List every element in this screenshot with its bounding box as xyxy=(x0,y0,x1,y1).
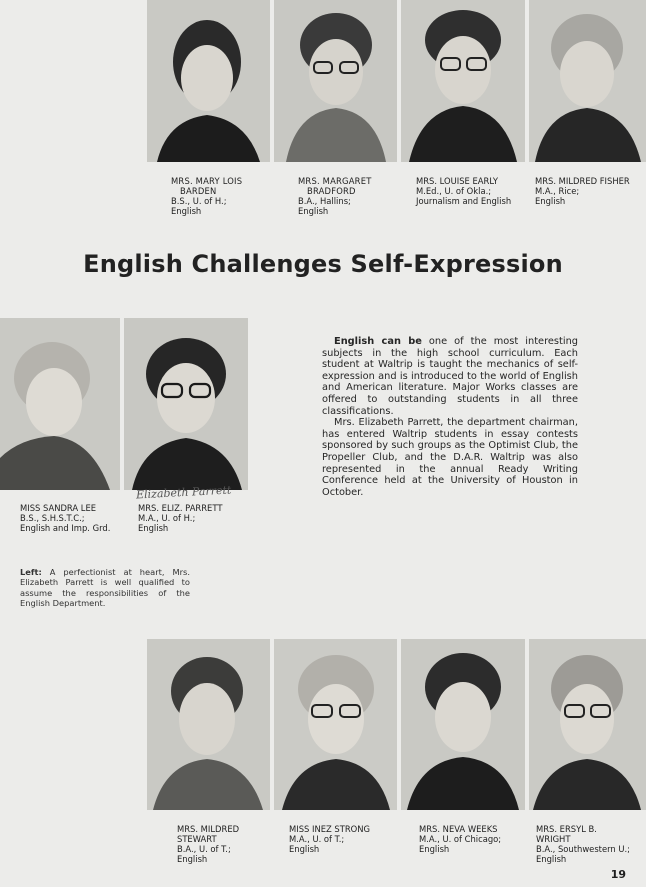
portrait-photo xyxy=(147,639,270,810)
lead-in: English can be xyxy=(334,336,422,347)
teacher-name: BARDEN xyxy=(180,186,217,196)
teacher-degree: B.A., Southwestern U.; xyxy=(536,844,630,854)
teacher-degree: B.A., Hallins; xyxy=(298,196,351,206)
teacher-subject: English xyxy=(138,523,169,533)
teacher-name: MRS. MARY LOIS xyxy=(171,176,243,186)
teacher-degree: B.S., U. of H.; xyxy=(171,196,227,206)
teacher-subject: English xyxy=(177,854,208,864)
teacher-degree: M.Ed., U. of Okla.; xyxy=(416,186,492,196)
teacher-name: MRS. ERSYL B. xyxy=(536,824,597,834)
portrait-photo xyxy=(124,318,248,490)
portrait-woman-gray-hair-icon xyxy=(529,0,646,162)
portrait-photo xyxy=(401,639,525,810)
portrait-photo xyxy=(147,0,270,162)
photo-caption-note: Left: A perfectionist at heart, Mrs. Elizabeth Parrett is well qualified to assume the responsibilities of the English Department. xyxy=(20,567,190,609)
teacher-name: BRADFORD xyxy=(307,186,356,196)
teacher-subject: English xyxy=(419,844,450,854)
teacher-degree: M.A., U. of H.; xyxy=(138,513,196,523)
teacher-subject: English xyxy=(171,206,202,216)
portrait-woman-smiling-icon xyxy=(0,318,120,490)
teacher-name: MISS SANDRA LEE xyxy=(20,503,97,513)
faculty-caption xyxy=(419,824,529,854)
caption-lead: Left: xyxy=(20,567,42,577)
teacher-name: MRS. MILDRED xyxy=(177,824,240,834)
portrait-photo xyxy=(529,639,646,810)
article-paragraph: English can be one of the most interesting subjects in the high school curriculum. Each student at Waltrip is taught the mechanics of self-expression and is introduced to the world of English and American literature. Major Works classes are offered to outstanding students in all three classifications. xyxy=(322,336,578,417)
portrait-woman-glasses-icon xyxy=(401,0,525,162)
teacher-subject: English xyxy=(298,206,329,216)
page-number: 19 xyxy=(610,868,626,881)
faculty-caption xyxy=(298,176,408,216)
portrait-photo xyxy=(401,0,525,162)
portrait-woman-dark-hair-icon xyxy=(401,639,525,810)
faculty-caption xyxy=(289,824,399,854)
portrait-photo xyxy=(274,639,397,810)
teacher-degree: B.A., U. of T.; xyxy=(177,844,231,854)
teacher-name: MRS. ELIZ. PARRETT xyxy=(138,503,223,513)
teacher-name: MRS. LOUISE EARLY xyxy=(416,176,499,186)
faculty-caption xyxy=(20,503,130,533)
teacher-subject: English and Imp. Grd. xyxy=(20,523,111,533)
teacher-degree: M.A., U. of T.; xyxy=(289,834,345,844)
portrait-photo xyxy=(529,0,646,162)
portrait-woman-dark-hair-icon xyxy=(147,639,270,810)
handwritten-signature: Elizabeth Parrett xyxy=(135,483,232,502)
portrait-photo xyxy=(274,0,397,162)
teacher-name: MISS INEZ STRONG xyxy=(289,824,371,834)
article-body xyxy=(322,336,578,498)
portrait-woman-glasses-icon xyxy=(124,318,248,490)
faculty-caption xyxy=(535,176,645,206)
faculty-caption xyxy=(177,824,287,864)
teacher-name: STEWART xyxy=(177,834,217,844)
portrait-woman-dark-hair-icon xyxy=(147,0,270,162)
portrait-woman-glasses-icon xyxy=(274,639,397,810)
faculty-caption xyxy=(171,176,281,216)
teacher-degree: M.A., Rice; xyxy=(535,186,580,196)
faculty-caption xyxy=(138,503,258,533)
faculty-caption xyxy=(536,824,646,864)
teacher-name: MRS. NEVA WEEKS xyxy=(419,824,498,834)
faculty-caption xyxy=(416,176,526,206)
teacher-degree: M.A., U. of Chicago; xyxy=(419,834,502,844)
teacher-degree: B.S., S.H.S.T.C.; xyxy=(20,513,85,523)
teacher-subject: English xyxy=(289,844,320,854)
portrait-woman-glasses-icon xyxy=(529,639,646,810)
portrait-photo xyxy=(0,318,120,490)
teacher-subject: Journalism and English xyxy=(416,196,512,206)
article-paragraph: Mrs. Elizabeth Parrett, the department chairman, has entered Waltrip students in essay contests sponsored by such groups as the Optimist Club, the Propeller Club, and the D.A.R. Waltrip was also represented in the annual Ready Writing Conference held at the University of Houston in October. xyxy=(322,417,578,498)
teacher-name: WRIGHT xyxy=(536,834,571,844)
teacher-name: MRS. MILDRED FISHER xyxy=(535,176,630,186)
page-title: English Challenges Self-Expression xyxy=(83,250,563,278)
teacher-subject: English xyxy=(535,196,566,206)
teacher-name: MRS. MARGARET xyxy=(298,176,372,186)
teacher-subject: English xyxy=(536,854,567,864)
portrait-woman-glasses-icon xyxy=(274,0,397,162)
